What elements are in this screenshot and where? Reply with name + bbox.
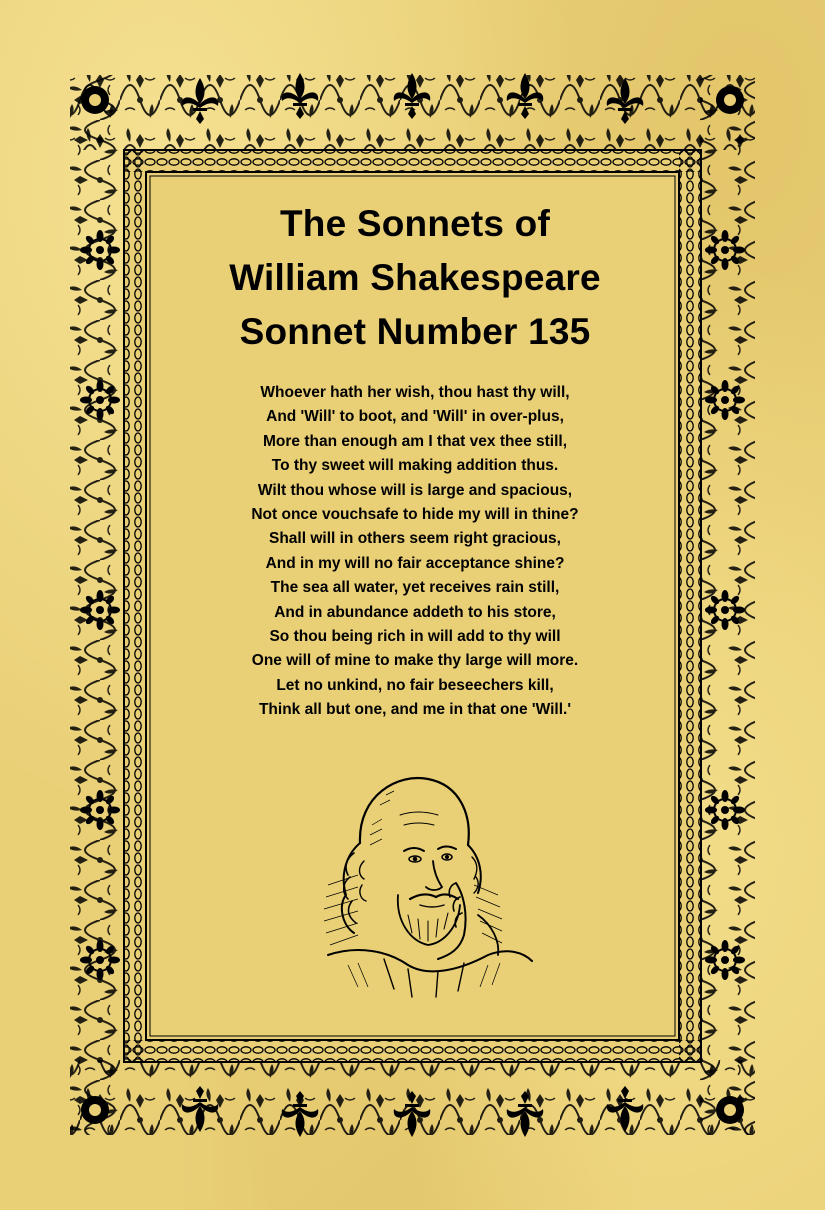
poem-line: One will of mine to make thy large will more. xyxy=(251,652,579,670)
title-line: William Shakespeare xyxy=(229,257,601,298)
poem-line: Think all but one, and me in that one 'Will.' xyxy=(258,701,572,719)
page-title xyxy=(120,197,710,359)
poem-line: Not once vouchsafe to hide my will in thine? xyxy=(251,506,579,524)
poem-line: More than enough am I that vex thee still, xyxy=(262,432,568,450)
poem-line: Wilt thou whose will is large and spacious, xyxy=(257,481,573,499)
poem-line: And 'Will' to boot, and 'Will' in over-plus, xyxy=(266,408,564,426)
poem-line: So thou being rich in will add to thy will xyxy=(269,628,561,646)
sonnet-text xyxy=(120,381,710,723)
poem-line: Shall will in others seem right gracious, xyxy=(269,530,561,548)
poem-line: Let no unkind, no fair beseechers kill, xyxy=(276,676,554,694)
poem-line: And in abundance addeth to his store, xyxy=(274,603,556,621)
title-line: Sonnet Number 135 xyxy=(239,311,591,352)
title-line: The Sonnets of xyxy=(279,203,551,244)
shakespeare-portrait-icon xyxy=(288,765,536,1000)
poem-line: To thy sweet will making addition thus. xyxy=(271,457,559,475)
poem-line: The sea all water, yet receives rain still, xyxy=(270,579,560,597)
poem-line: Whoever hath her wish, thou hast thy will, xyxy=(260,384,570,401)
poem-line: And in my will no fair acceptance shine? xyxy=(265,554,565,572)
